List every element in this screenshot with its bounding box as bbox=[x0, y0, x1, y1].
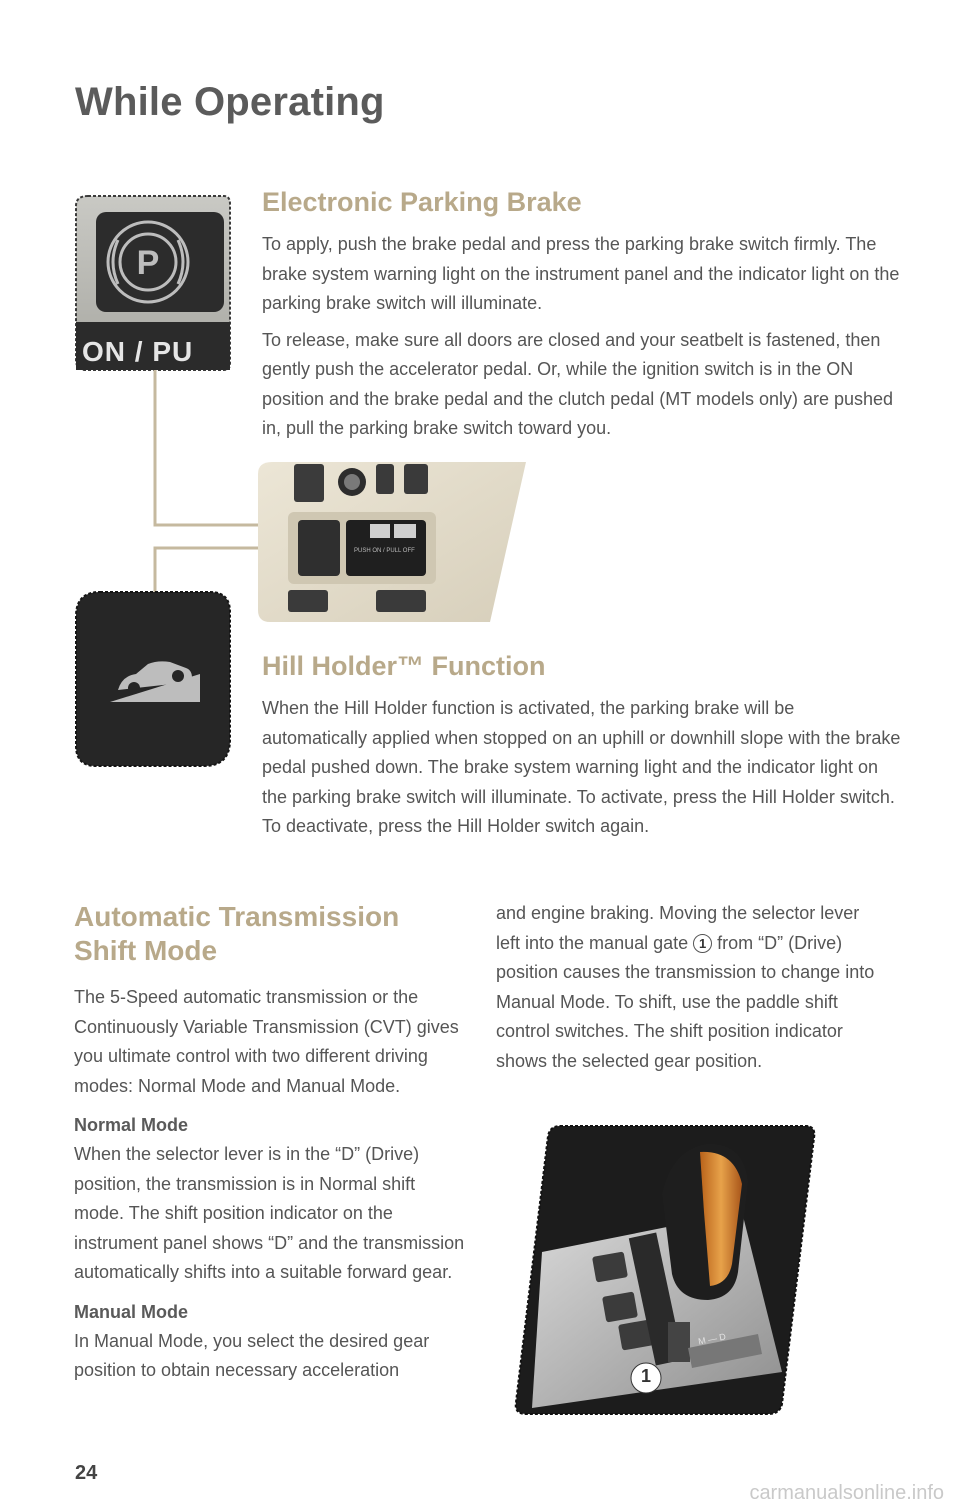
ats-continued-a: and engine braking. Moving the selector lever left into the manual gate bbox=[496, 903, 860, 953]
ats-continued-b: from “D” (Drive) position causes the transmission to change into Manual Mode. To shift, use the paddle shift control switches. The shift position indicator shows the selected gear position. bbox=[496, 932, 875, 1071]
page-number: 24 bbox=[75, 1462, 98, 1484]
gate-label: M — D bbox=[697, 1331, 727, 1347]
ats-title bbox=[74, 900, 469, 967]
ats-title-line2: Shift Mode bbox=[74, 934, 218, 966]
normal-mode-heading: Normal Mode bbox=[74, 1115, 189, 1136]
epb-paragraph-release: To release, make sure all doors are closed and your seatbelt is fastened, then gently push the accelerator pedal. Or, while the ignition switch is in the ON position and the brake pedal and the clutch pedal (MT models only) are pushed in, pull the parking brake switch toward you. bbox=[262, 329, 894, 439]
panel-switch-label: PUSH ON / PULL OFF bbox=[354, 548, 415, 554]
callout-marker-1: 1 bbox=[640, 1366, 651, 1386]
ats-continued bbox=[496, 899, 876, 1076]
epb-paragraph-apply: To apply, push the brake pedal and press the parking brake switch firmly. The brake system warning light on the instrument panel and the indicator light on the parking brake switch will illuminate. bbox=[262, 234, 900, 314]
watermark: carmanualsonline.info bbox=[749, 1482, 944, 1504]
hill-holder-title: Hill Holder™ Function bbox=[262, 651, 546, 681]
manual-mode-text: In Manual Mode, you select the desired gear position to obtain necessary acceleration bbox=[74, 1330, 430, 1381]
manual-mode-heading: Manual Mode bbox=[74, 1301, 189, 1322]
ats-intro: The 5-Speed automatic transmission or the Continuously Variable Transmission (CVT) gives you ultimate control with two different driving modes: Normal Mode and Manual Mode. bbox=[74, 987, 459, 1096]
hill-holder-switch-photo bbox=[74, 590, 232, 768]
dashboard-switch-panel-photo bbox=[258, 462, 526, 622]
hill-holder-paragraph: When the Hill Holder function is activated, the parking brake will be automatically applied when stopped on an uphill or downhill slope with the brake pedal pushed down. The brake system warning light and the indicator light on the parking brake switch will illuminate. To activate, press the Hill Holder switch. To deactivate, press the Hill Holder switch again. bbox=[262, 698, 901, 837]
parking-brake-switch-photo bbox=[74, 194, 232, 372]
switch-label: ON / PU bbox=[82, 336, 194, 367]
epb-title: Electronic Parking Brake bbox=[262, 187, 582, 217]
ats-title-line1: Automatic Transmission bbox=[74, 901, 400, 932]
svg-text:P: P bbox=[136, 244, 160, 282]
marker-1: 1 bbox=[693, 934, 712, 953]
shift-lever-photo bbox=[512, 1122, 818, 1418]
page-title: While Operating bbox=[75, 80, 385, 124]
normal-mode-text: When the selector lever is in the “D” (Drive) position, the transmission is in Normal shift mode. The shift position indicator on the instrument panel shows “D” and the transmission automatically shifts into a suitable forward gear. bbox=[74, 1144, 465, 1283]
